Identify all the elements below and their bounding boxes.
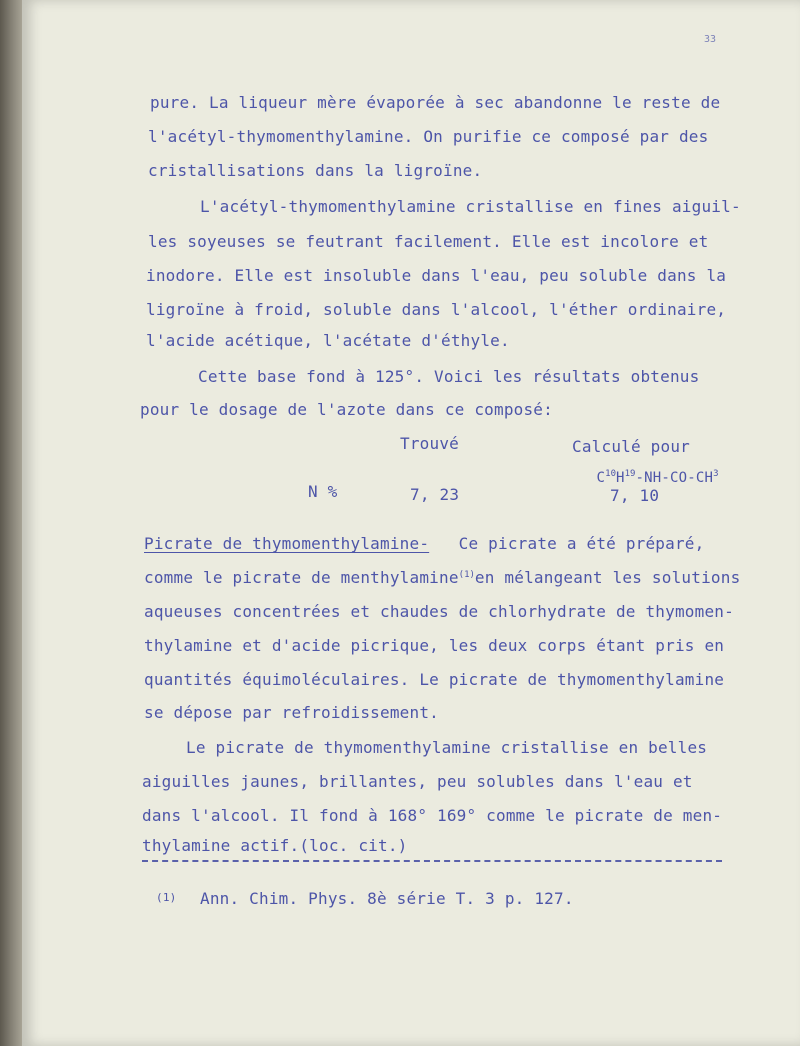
picrate-heading-line	[144, 536, 704, 552]
footnote-reference: (1)	[458, 570, 475, 580]
text-line: aqueuses concentrées et chaudes de chlorhydrate de thymomen-	[144, 602, 734, 621]
text-line: ligroïne à froid, soluble dans l'alcool, l'éther ordinaire,	[146, 300, 727, 319]
text-segment: en mélangeant les solutions	[474, 568, 741, 587]
text-line: Le picrate de thymomenthylamine cristallise en belles	[186, 738, 708, 757]
text-line: inodore. Elle est insoluble dans l'eau, peu soluble dans la	[146, 266, 727, 285]
formula-ch-index: 3	[713, 469, 719, 479]
text-line: thylamine actif.(loc. cit.)	[142, 836, 408, 855]
text-line: Cette base fond à 125°. Voici les résultats obtenus	[198, 367, 700, 386]
page-number: 33	[704, 34, 717, 45]
document-page	[22, 0, 800, 1046]
formula-h-index: 19	[624, 469, 636, 479]
heading-tail-text: Ce picrate a été préparé,	[458, 534, 705, 553]
section-heading: Picrate de thymomenthylamine-	[144, 534, 430, 553]
text-line: aiguilles jaunes, brillantes, peu solubles dans l'eau et	[142, 772, 693, 791]
book-binding-edge	[0, 0, 22, 1046]
footnote-separator	[142, 860, 722, 862]
text-line: dans l'alcool. Il fond à 168° 169° comme le picrate de men-	[142, 806, 723, 825]
footnote-text: Ann. Chim. Phys. 8è série T. 3 p. 127.	[200, 889, 574, 908]
table-found-value: 7, 23	[410, 485, 460, 504]
text-segment: comme le picrate de menthylamine	[144, 568, 459, 587]
table-row-label: N %	[308, 482, 338, 501]
text-line: pour le dosage de l'azote dans ce composé:	[140, 400, 553, 419]
text-line: pure. La liqueur mère évaporée à sec abandonne le reste de	[150, 93, 721, 112]
formula-h: H	[616, 470, 625, 486]
text-line: l'acide acétique, l'acétate d'éthyle.	[146, 331, 510, 350]
text-line: thylamine et d'acide picrique, les deux corps étant pris en	[144, 636, 725, 655]
table-header-found: Trouvé	[400, 434, 459, 453]
text-line: se dépose par refroidissement.	[144, 703, 439, 722]
text-line: L'acétyl-thymomenthylamine cristallise en fines aiguil-	[200, 197, 741, 216]
formula-rest: -NH-CO-CH	[635, 470, 714, 486]
text-line	[144, 570, 740, 586]
text-line: quantités équimoléculaires. Le picrate de thymomenthylamine	[144, 670, 725, 689]
footnote-marker: (1)	[156, 891, 177, 904]
table-header-calc: Calculé pour	[572, 437, 690, 456]
text-line: cristallisations dans la ligroïne.	[148, 161, 483, 180]
table-calc-value: 7, 10	[610, 486, 660, 505]
formula-c-index: 10	[605, 469, 616, 479]
formula-c: C	[596, 470, 606, 486]
text-line: les soyeuses se feutrant facilement. Elle est incolore et	[148, 232, 709, 251]
text-line: l'acétyl-thymomenthylamine. On purifie ce composé par des	[148, 127, 709, 146]
